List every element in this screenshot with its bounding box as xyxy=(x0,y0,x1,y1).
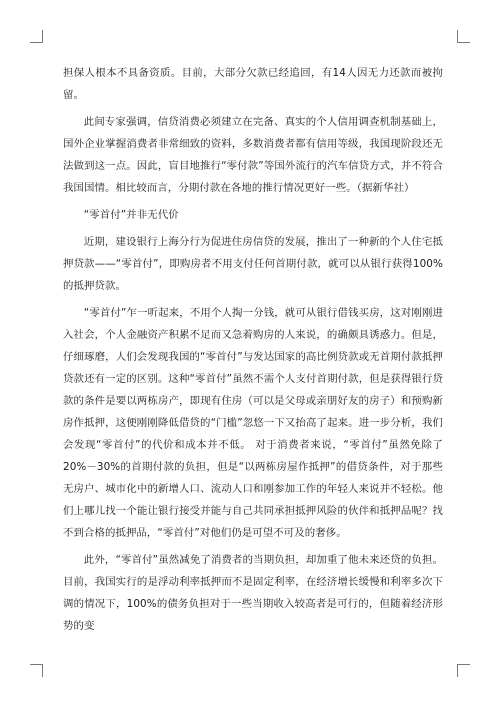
paragraph: 此外，“零首付”虽然减免了消费者的当期负担，却加重了他未来还贷的负担。目前，我国实行的是浮动利率抵押而不是固定利率，在经济增长缓慢和利率多次下调的情况下，100%的债务负担对于一些当期收入较高者是可行的，但随着经济形势的变 xyxy=(63,554,443,632)
paragraph: 此间专家强调，信贷消费必须建立在完备、真实的个人信用调查机制基础上，国外企业掌握消费者非常细致的资料，多数消费者都有信用等级，我国现阶段还无法做到这一点。因此，盲目地推行“零付款”等国外流行的汽车信贷方式，并不符合我国国情。相比较而言，分期付款在各地的推行情况更好一些。（据新华社） xyxy=(63,116,443,194)
crop-mark-top-right xyxy=(457,30,470,43)
document-body xyxy=(63,62,443,642)
crop-mark-bottom-left xyxy=(30,664,43,677)
section-heading: “零首付”并非无代价 xyxy=(83,209,179,221)
paragraph: 担保人根本不具备资质。目前，大部分欠款已经追回，有14人因无力还款而被拘留。 xyxy=(63,67,443,101)
paragraph: 近期，建设银行上海分行为促进住房信贷的发展，推出了一种新的个人住宅抵押贷款——“零首付”，即购房者不用支付任何首期付款，就可以从银行获得100%的抵押贷款。 xyxy=(63,236,443,292)
paragraph: “零首付”乍一听起来，不用个人掏一分钱，就可从银行借钱买房，这对刚刚进入社会，个人金融资产积累不足而又急着购房的人来说，的确颇具诱惑力。但是，仔细琢磨，人们会发现我国的“零首付”与发达国家的高比例贷款或无首期付款抵押贷款还有一定的区别。这种“零首付”虽然不需个人支付首期付款，但是获得银行贷款的条件是要以两栋房产，即现有住房（可以是父母或亲朋好友的房子）和预购新房作抵押，这便刚刚降低借贷的“门槛”忽悠一下又抬高了起来。进一步分析，我们会发现“零首付”的代价和成本并不低。 对于消费者来说，“零首付”虽然免除了20%－30%的首期付款的负担，但是“以两栋房屋作抵押”的借贷条件，对于那些无房户、城市化中的新增人口、流动人口和刚参加工作的年轻人来说并不轻松。他们上哪儿找一个能让银行接受并能与自己共同承担抵押风险的伙伴和抵押品呢？找不到合格的抵押品，“零首付”对他们仍是可望不可及的奢侈。 xyxy=(63,307,443,539)
crop-mark-top-left xyxy=(30,30,43,43)
crop-mark-bottom-right xyxy=(457,664,470,677)
